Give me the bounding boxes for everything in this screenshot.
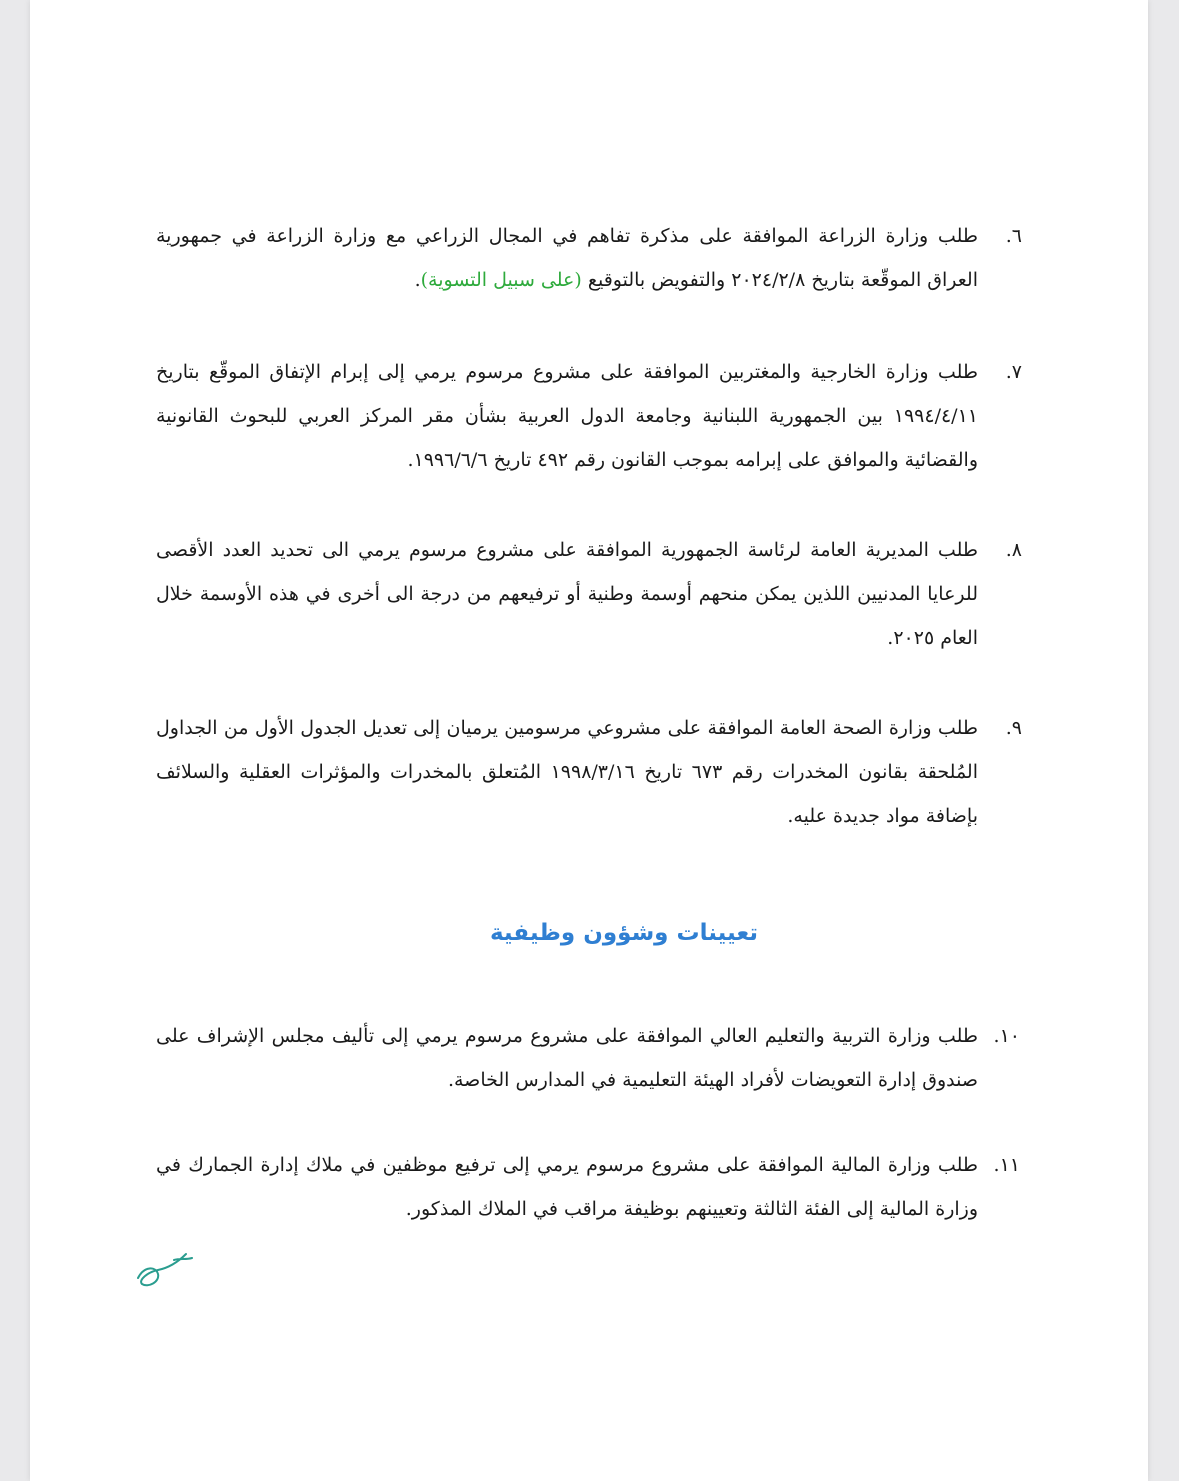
- item-text: طلب وزارة المالية الموافقة على مشروع مرسوم يرمي إلى ترفيع موظفين في ملاك إدارة الجمارك في وزارة المالية إلى الفئة الثالثة وتعيينهم بوظيفة مراقب في الملاك المذكور.: [156, 1154, 978, 1220]
- document-page: [30, 0, 1148, 1481]
- settlement-note: (على سبيل التسوية): [420, 269, 582, 291]
- item-text: طلب المديرية العامة لرئاسة الجمهورية الموافقة على مشروع مرسوم يرمي الى تحديد العدد الأقصى للرعايا المدنيين اللذين يمكن منحهم أوسمة وطنية أو ترفيعهم من درجة الى أخرى في هذه الأوسمة خلال العام ٢٠٢٥.: [156, 539, 978, 649]
- agenda-item-6: [156, 214, 1022, 302]
- agenda-item-7: [156, 350, 1022, 482]
- agenda-item-9: [156, 706, 1022, 838]
- item-number: ١١.: [993, 1154, 1020, 1176]
- document-body: [30, 0, 1148, 1481]
- item-number: ٦.: [1005, 225, 1022, 247]
- item-text: طلب وزارة الخارجية والمغتربين الموافقة على مشروع مرسوم يرمي إلى إبرام الإتفاق الموقّع بتاريخ ١٩٩٤/٤/١١ بين الجمهورية اللبنانية وجامعة الدول العربية بشأن مقر المركز العربي للبحوث القانونية والقضائية والموافق على إبرامه بموجب القانون رقم ٤٩٢ تاريخ ١٩٩٦/٦/٦.: [156, 361, 978, 471]
- item-text: طلب وزارة الزراعة الموافقة على مذكرة تفاهم في المجال الزراعي مع وزارة الزراعة في جمهورية العراق الموقّعة بتاريخ ٢٠٢٤/٢/٨ والتفويض بالتوقيع: [156, 225, 978, 291]
- signature-mark: [134, 1248, 194, 1292]
- item-text: طلب وزارة التربية والتعليم العالي الموافقة على مشروع مرسوم يرمي إلى تأليف مجلس الإشراف على صندوق إدارة التعويضات لأفراد الهيئة التعليمية في المدارس الخاصة.: [156, 1025, 978, 1091]
- item-number: ٩.: [1005, 717, 1022, 739]
- item-number: ١٠.: [993, 1025, 1020, 1047]
- section-title: تعيينات وشؤون وظيفية: [489, 920, 759, 946]
- agenda-item-11: [156, 1143, 1020, 1231]
- item-text: طلب وزارة الصحة العامة الموافقة على مشروعي مرسومين يرميان إلى تعديل الجدول الأول من الجداول المُلحقة بقانون المخدرات رقم ٦٧٣ تاريخ ١٩٩٨/٣/١٦ المُتعلق بالمخدرات والمؤثرات العقلية والسلائف بإضافة مواد جديدة عليه.: [156, 717, 978, 827]
- item-number: ٨.: [1005, 539, 1022, 561]
- agenda-item-8: [156, 528, 1022, 660]
- item-number: ٧.: [1005, 361, 1022, 383]
- agenda-item-10: [156, 1014, 1020, 1102]
- item-end-punct: .: [414, 269, 421, 291]
